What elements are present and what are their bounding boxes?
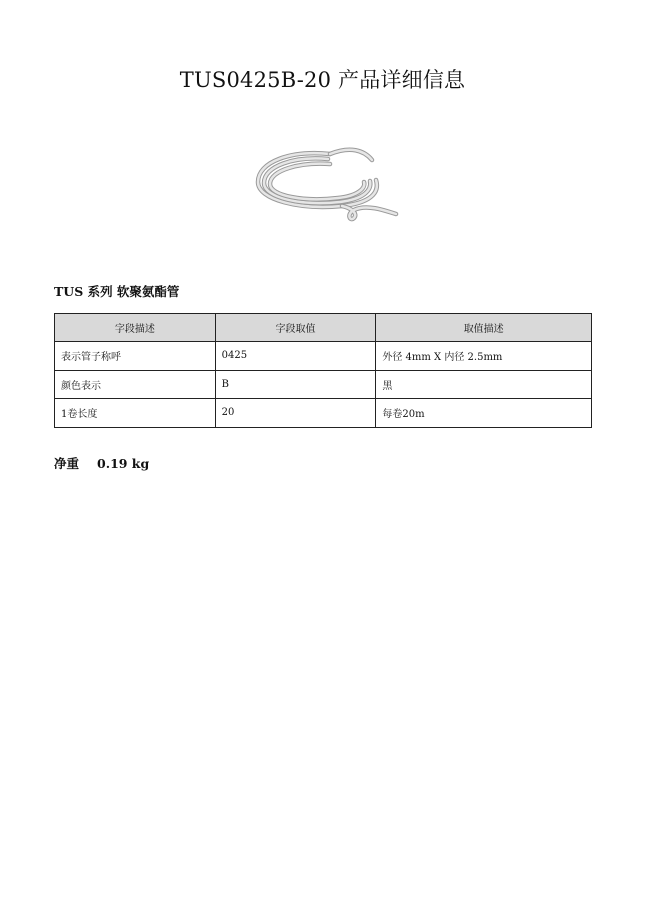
net-weight [54, 454, 149, 472]
table-row [55, 399, 592, 428]
table-cell: 1卷长度 [55, 399, 216, 428]
table-cell: 20 [215, 399, 376, 428]
header-field-description: 字段描述 [55, 314, 216, 342]
net-weight-label: 净重 [54, 456, 80, 471]
table-row [55, 342, 592, 371]
table-row [55, 370, 592, 399]
table-cell: 颜色表示 [55, 370, 216, 399]
table-cell: 每卷20m [376, 399, 592, 428]
table-header-row [55, 314, 592, 342]
header-field-value: 字段取值 [215, 314, 376, 342]
table-cell: 表示管子称呼 [55, 342, 216, 371]
table-cell: 0425 [215, 342, 376, 371]
net-weight-value: 0.19 kg [97, 456, 150, 471]
tube-coil-image [250, 138, 410, 230]
series-heading: TUS 系列 软聚氨酯管 [54, 284, 180, 299]
spec-table [54, 313, 592, 428]
table-cell: 黑 [376, 370, 592, 399]
header-value-description: 取值描述 [376, 314, 592, 342]
table-cell: 外径 4mm X 内径 2.5mm [376, 342, 592, 371]
page-title: TUS0425B-20 产品详细信息 [179, 68, 466, 92]
table-cell: B [215, 370, 376, 399]
